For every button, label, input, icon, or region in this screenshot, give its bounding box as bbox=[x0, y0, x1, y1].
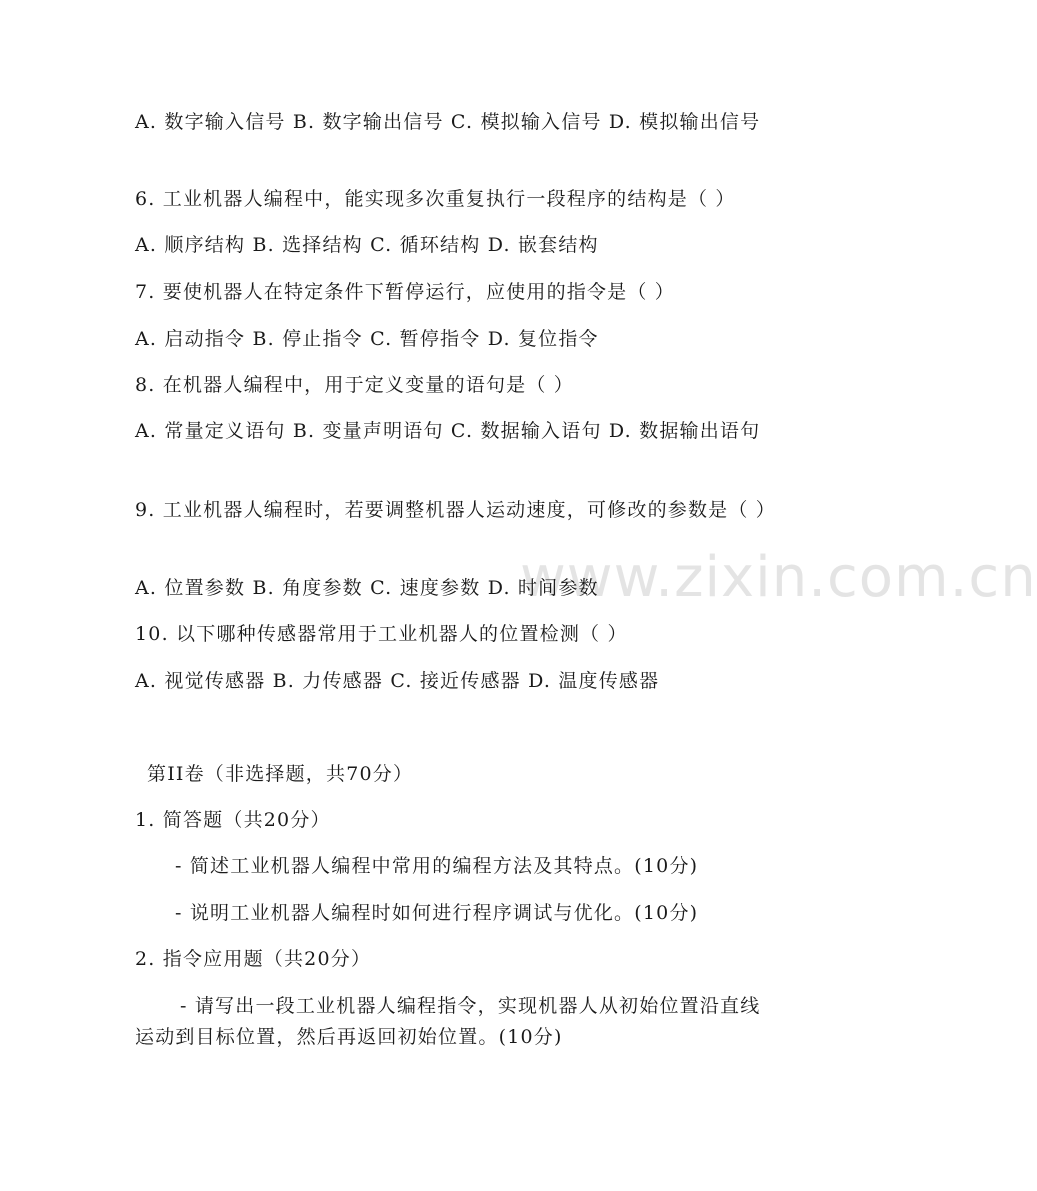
watermark: www.zixin.com.cn bbox=[520, 545, 1037, 610]
question-8-options: A. 常量定义语句 B. 变量声明语句 C. 数据输入语句 D. 数据输出语句 bbox=[135, 420, 761, 442]
question-6-options: A. 顺序结构 B. 选择结构 C. 循环结构 D. 嵌套结构 bbox=[135, 234, 599, 256]
question-9-options: A. 位置参数 B. 角度参数 C. 速度参数 D. 时间参数 bbox=[135, 577, 599, 599]
section-1-item-1: - 简述工业机器人编程中常用的编程方法及其特点。(10分) bbox=[175, 855, 699, 877]
section-1-title: 1. 简答题（共20分） bbox=[135, 809, 331, 831]
section-1-item-2: - 说明工业机器人编程时如何进行程序调试与优化。(10分) bbox=[175, 902, 699, 924]
section-2-item-1: - 请写出一段工业机器人编程指令，实现机器人从初始位置沿直线运动到目标位置，然后再返回初始位置。(10分) bbox=[135, 995, 761, 1048]
question-10: 10. 以下哪种传感器常用于工业机器人的位置检测（ ） bbox=[135, 623, 628, 645]
question-5-options: A. 数字输入信号 B. 数字输出信号 C. 模拟输入信号 D. 模拟输出信号 bbox=[135, 111, 761, 133]
question-8: 8. 在机器人编程中，用于定义变量的语句是（ ） bbox=[135, 374, 575, 396]
question-6: 6. 工业机器人编程中，能实现多次重复执行一段程序的结构是（ ） bbox=[135, 188, 736, 210]
question-10-options: A. 视觉传感器 B. 力传感器 C. 接近传感器 D. 温度传感器 bbox=[135, 670, 660, 692]
part-2-title: 第II卷（非选择题，共70分） bbox=[147, 763, 414, 785]
question-9: 9. 工业机器人编程时，若要调整机器人运动速度，可修改的参数是（ ） bbox=[135, 499, 777, 521]
section-2-title: 2. 指令应用题（共20分） bbox=[135, 948, 372, 970]
question-7: 7. 要使机器人在特定条件下暂停运行，应使用的指令是（ ） bbox=[135, 281, 676, 303]
question-7-options: A. 启动指令 B. 停止指令 C. 暂停指令 D. 复位指令 bbox=[135, 328, 599, 350]
